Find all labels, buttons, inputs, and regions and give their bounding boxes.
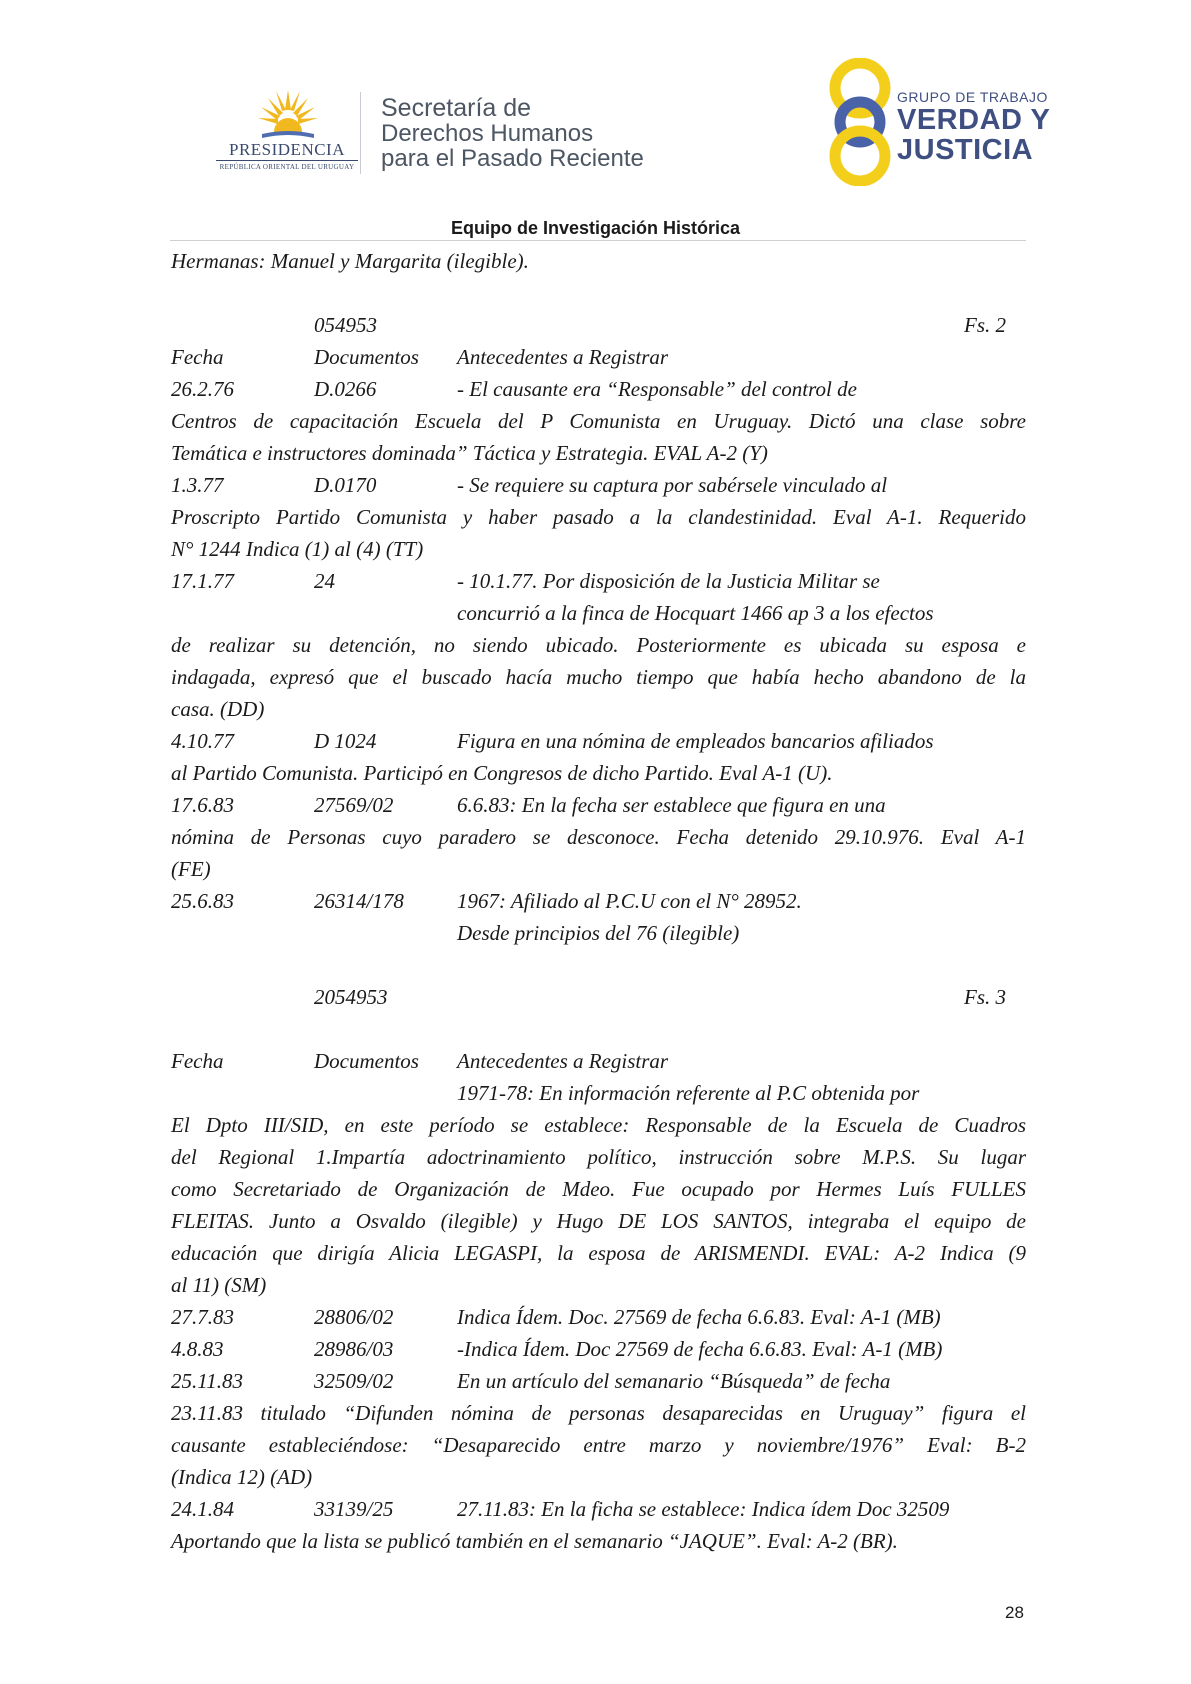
- record-text: - Se requiere su captura por sabérsele vinculado al: [457, 473, 888, 497]
- record-date: 17.6.83: [171, 793, 234, 817]
- presidencia-name: PRESIDENCIA: [228, 140, 345, 159]
- spacer: [171, 1013, 1026, 1045]
- body-text: Hermanas: Manuel y Margarita (ilegible).: [171, 249, 529, 273]
- record-row: [171, 1493, 1026, 1525]
- record-continuation: educación que dirigía Alicia LEGASPI, la esposa de ARISMENDI. EVAL: A-2 Indica (9: [171, 1241, 1026, 1265]
- record-continuation-last: [171, 1461, 1026, 1493]
- record-date: 24.1.84: [171, 1497, 234, 1521]
- header-fecha: Fecha: [171, 345, 224, 369]
- record-continuation-last: [171, 533, 1026, 565]
- folio-label: Fs. 2: [964, 313, 1006, 337]
- header-documentos: Documentos: [314, 345, 419, 369]
- record-continuation-last: [171, 1525, 1026, 1557]
- record-doc: D.0170: [314, 473, 377, 497]
- record-doc: 28986/03: [314, 1337, 394, 1361]
- record-continuation-last: [171, 693, 1026, 725]
- secretaria-line-3: para el Pasado Reciente: [381, 145, 644, 172]
- record-text: En un artículo del semanario “Búsqueda” de fecha: [457, 1369, 891, 1393]
- record-text: Indica Ídem. Doc. 27569 de fecha 6.6.83. Eval: A-1 (MB): [457, 1305, 941, 1329]
- column-headers: [171, 1045, 1026, 1077]
- record-row: [171, 885, 1026, 917]
- presidencia-rule: [216, 160, 358, 161]
- record-date: 4.10.77: [171, 729, 234, 753]
- record-row: [171, 725, 1026, 757]
- secretaria-title: [381, 96, 644, 171]
- body-text: Temática e instructores dominada” Táctica y Estrategia. EVAL A-2 (Y): [171, 441, 768, 465]
- record-row: [171, 469, 1026, 501]
- record-text: 1971-78: En información referente al P.C obtenida por: [457, 1081, 920, 1105]
- record-text: - El causante era “Responsable” del control de: [457, 377, 857, 401]
- verdad-justicia-rings-icon: [822, 58, 898, 186]
- record-date: 25.11.83: [171, 1369, 243, 1393]
- record-doc: 26314/178: [314, 889, 404, 913]
- record-continuation-last: [171, 437, 1026, 469]
- record-date: 17.1.77: [171, 569, 234, 593]
- body-text: al 11) (SM): [171, 1273, 267, 1297]
- presidencia-subtitle: REPÚBLICA ORIENTAL DEL URUGUAY: [219, 163, 355, 171]
- record-row: [171, 1301, 1026, 1333]
- record-text: 27.11.83: En la ficha se establece: Indica ídem Doc 32509: [457, 1497, 950, 1521]
- record-continuation: del Regional 1.Impartía adoctrinamiento político, instrucción sobre M.P.S. Su lugar: [171, 1145, 1026, 1169]
- record-row: [171, 789, 1026, 821]
- record-text: -Indica Ídem. Doc 27569 de fecha 6.6.83. Eval: A-1 (MB): [457, 1337, 943, 1361]
- body-text: casa. (DD): [171, 697, 265, 721]
- text-line: [171, 245, 1026, 277]
- record-date: 27.7.83: [171, 1305, 234, 1329]
- record-continuation: El Dpto III/SID, en este período se establece: Responsable de la Escuela de Cuadros: [171, 1113, 1026, 1137]
- secretaria-line-1: Secretaría de: [381, 94, 532, 122]
- record-text: concurrió a la finca de Hocquart 1466 ap 3 a los efectos: [457, 601, 934, 625]
- record-continuation: 23.11.83 titulado “Difunden nómina de personas desaparecidas en Uruguay” figura el: [171, 1401, 1026, 1425]
- record-row: [171, 1077, 1026, 1109]
- record-row: [171, 373, 1026, 405]
- record-continuation: nómina de Personas cuyo paradero se desconoce. Fecha detenido 29.10.976. Eval A-1: [171, 825, 1026, 849]
- section-header-2: [171, 981, 1026, 1013]
- secretaria-line-2: Derechos Humanos: [381, 120, 594, 147]
- record-row: [171, 1333, 1026, 1365]
- header-documentos: Documentos: [314, 1049, 419, 1073]
- record-doc: D 1024: [314, 729, 377, 753]
- record-doc: 24: [314, 569, 335, 593]
- record-text: - 10.1.77. Por disposición de la Justicia Militar se: [457, 569, 880, 593]
- record-text: 1967: Afiliado al P.C.U con el N° 28952.: [457, 889, 802, 913]
- body-text: Aportando que la lista se publicó también en el semanario “JAQUE”. Eval: A-2 (BR).: [171, 1529, 898, 1553]
- record-row-continued: [171, 597, 1026, 629]
- body-text: N° 1244 Indica (1) al (4) (TT): [171, 537, 424, 561]
- body-text: (Indica 12) (AD): [171, 1465, 313, 1489]
- record-date: 4.8.83: [171, 1337, 224, 1361]
- section-code: 054953: [314, 313, 377, 337]
- record-doc: 27569/02: [314, 793, 394, 817]
- record-continuation-last: [171, 853, 1026, 885]
- record-doc: 33139/25: [314, 1497, 394, 1521]
- record-doc: 28806/02: [314, 1305, 394, 1329]
- verdad-justicia-text: [897, 89, 1050, 165]
- record-continuation: Centros de capacitación Escuela del P Comunista en Uruguay. Dictó una clase sobre: [171, 409, 1026, 433]
- grupo-label: GRUPO DE TRABAJO: [897, 89, 1048, 105]
- header-antecedentes: Antecedentes a Registrar: [457, 1049, 669, 1073]
- record-date: 26.2.76: [171, 377, 234, 401]
- body-text: al Partido Comunista. Participó en Congresos de dicho Partido. Eval A-1 (U).: [171, 761, 833, 785]
- header-antecedentes: Antecedentes a Registrar: [457, 345, 669, 369]
- body-text: (FE): [171, 857, 211, 881]
- header-divider: [360, 92, 361, 174]
- record-continuation: FLEITAS. Junto a Osvaldo (ilegible) y Hugo DE LOS SANTOS, integraba el equipo de: [171, 1209, 1026, 1233]
- record-continuation: indagada, expresó que el buscado hacía mucho tiempo que había hecho abandono de la: [171, 665, 1026, 689]
- section-code: 2054953: [314, 985, 388, 1009]
- spacer: [171, 277, 1026, 309]
- team-heading: Equipo de Investigación Histórica: [450, 218, 741, 238]
- record-doc: D.0266: [314, 377, 377, 401]
- record-continuation-last: [171, 1269, 1026, 1301]
- record-continuation-last: [171, 757, 1026, 789]
- record-row-continued: [171, 917, 1026, 949]
- record-continuation: de realizar su detención, no siendo ubicado. Posteriormente es ubicada su esposa e: [171, 633, 1026, 657]
- section-header-1: [171, 309, 1026, 341]
- record-text: Desde principios del 76 (ilegible): [457, 921, 740, 945]
- record-continuation: como Secretariado de Organización de Mdeo. Fue ocupado por Hermes Luís FULLES: [171, 1177, 1026, 1201]
- spacer: [171, 949, 1026, 981]
- justicia-label: JUSTICIA: [897, 134, 1034, 166]
- record-text: Figura en una nómina de empleados bancarios afiliados: [457, 729, 934, 753]
- record-row: [171, 565, 1026, 597]
- verdad-label: VERDAD Y: [897, 104, 1051, 136]
- record-row: [171, 1365, 1026, 1397]
- document-body: [171, 245, 1026, 1557]
- record-text: 6.6.83: En la fecha ser establece que figura en una: [457, 793, 886, 817]
- header-fecha: Fecha: [171, 1049, 224, 1073]
- record-continuation: Proscripto Partido Comunista y haber pasado a la clandestinidad. Eval A-1. Requerido: [171, 505, 1026, 529]
- sun-icon: [256, 88, 320, 142]
- record-date: 25.6.83: [171, 889, 234, 913]
- page-number: 28: [1005, 1603, 1024, 1622]
- record-doc: 32509/02: [314, 1369, 394, 1393]
- presidencia-logo: [212, 88, 362, 180]
- record-continuation: causante estableciéndose: “Desaparecido entre marzo y noviembre/1976” Eval: B-2: [171, 1433, 1026, 1457]
- record-date: 1.3.77: [171, 473, 224, 497]
- heading-rule: [170, 240, 1026, 241]
- folio-label: Fs. 3: [964, 985, 1006, 1009]
- column-headers: [171, 341, 1026, 373]
